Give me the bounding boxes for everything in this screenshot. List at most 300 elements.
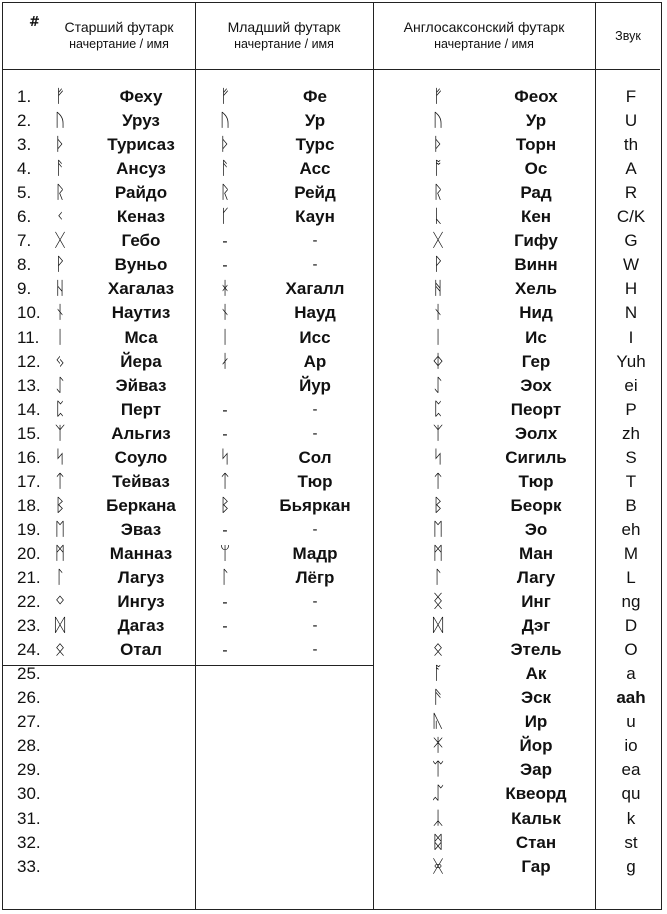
younger-rune-name: - — [312, 424, 318, 442]
row-number: 31. — [17, 808, 41, 828]
anglo-rune-glyph: ᚩ — [432, 158, 444, 180]
younger-rune-name: - — [312, 520, 318, 538]
table-row — [3, 470, 663, 494]
elder-rune-glyph: ᛞ — [54, 615, 66, 637]
elder-rune-glyph: ᚾ — [54, 302, 66, 324]
elder-rune-name: Беркана — [106, 495, 176, 515]
elder-rune-name: Ингуз — [117, 592, 165, 612]
younger-rune-name: Тюр — [297, 471, 333, 491]
elder-rune-name: Эйваз — [115, 375, 167, 395]
anglo-rune-glyph: ᛢ — [432, 783, 444, 805]
anglo-rune-glyph: ᛇ — [432, 374, 444, 396]
row-number: 7. — [17, 231, 32, 251]
elder-rune-name: Кеназ — [116, 207, 166, 227]
younger-rune-name: Фе — [303, 87, 327, 106]
elder-rune-name: Турисаз — [107, 135, 175, 155]
sound-value: th — [623, 135, 639, 155]
anglo-rune-glyph: ᚷ — [432, 230, 444, 252]
sound-value: P — [625, 399, 637, 419]
younger-rune-name: Ар — [303, 351, 327, 371]
row-number: 17. — [17, 471, 41, 491]
elder-rune-name: Феху — [119, 87, 163, 106]
row-number: 14. — [17, 399, 41, 419]
younger-rune-glyph: - — [222, 256, 228, 275]
anglo-rune-name: Кальк — [511, 808, 561, 828]
younger-rune-name: Каун — [295, 207, 335, 227]
anglo-rune-glyph: ᛏ — [432, 470, 444, 492]
sound-value: Yuh — [616, 351, 646, 371]
elder-rune-name — [91, 855, 191, 879]
younger-rune-name: Рейд — [294, 183, 336, 203]
younger-rune-name: - — [312, 617, 318, 635]
table-row — [3, 229, 663, 253]
younger-rune-name — [265, 662, 365, 686]
elder-rune-glyph — [45, 710, 75, 734]
younger-rune-glyph: ᚱ — [219, 182, 231, 204]
elder-rune-glyph: ᛃ — [54, 350, 66, 372]
elder-rune-glyph: ᚠ — [54, 86, 66, 107]
anglo-rune-glyph: ᚹ — [432, 254, 444, 276]
younger-rune-name: Асс — [299, 159, 331, 179]
anglo-rune-name: Ир — [524, 712, 548, 732]
sound-value: a — [626, 664, 636, 684]
younger-rune-glyph: ᚦ — [219, 134, 231, 156]
younger-rune-name — [265, 782, 365, 806]
table-row — [3, 133, 663, 157]
anglo-rune-glyph: ᛋ — [432, 446, 444, 468]
table-row — [3, 205, 663, 229]
sound-value: H — [624, 279, 638, 299]
elder-rune-name: Эваз — [120, 519, 162, 539]
anglo-rune-name: Хель — [514, 279, 558, 299]
anglo-rune-name: Сигиль — [505, 447, 567, 467]
elder-rune-glyph — [45, 686, 75, 710]
row-number: 16. — [17, 447, 41, 467]
table-row — [3, 374, 663, 398]
anglo-rune-name: Гар — [521, 856, 551, 876]
anglo-rune-glyph: ᚸ — [432, 855, 444, 877]
table-row — [3, 831, 663, 855]
row-number: 15. — [17, 423, 41, 443]
anglo-rune-name: Гер — [521, 351, 551, 371]
elder-rune-glyph: ᚦ — [54, 134, 66, 156]
elder-rune-name: Перт — [120, 399, 162, 419]
elder-rune-name: Соуло — [114, 447, 168, 467]
anglo-rune-glyph: ᛣ — [432, 807, 444, 829]
anglo-rune-glyph: ᛉ — [432, 422, 444, 444]
anglo-rune-name: Инг — [521, 592, 551, 612]
sound-value: A — [625, 159, 637, 179]
row-number: 22. — [17, 592, 41, 612]
sound-value: aah — [616, 688, 646, 708]
elder-rune-name: Гебо — [121, 231, 161, 251]
younger-rune-glyph: ᛋ — [219, 446, 231, 468]
anglo-rune-name: Ман — [518, 543, 554, 563]
row-number: 2. — [17, 111, 32, 131]
elder-rune-glyph: ᛟ — [54, 639, 66, 661]
younger-rune-glyph — [210, 758, 240, 782]
anglo-rune-glyph: ᛁ — [432, 326, 444, 348]
elder-rune-glyph — [45, 734, 75, 758]
younger-rune-glyph: ᛘ — [219, 542, 231, 564]
anglo-rune-name: Пеорт — [510, 399, 562, 419]
elder-rune-name: Мса — [124, 327, 158, 347]
table-row — [3, 398, 663, 422]
elder-rune-name — [91, 807, 191, 831]
elder-rune-name — [91, 782, 191, 806]
elder-rune-glyph: ᛚ — [54, 567, 66, 588]
anglo-rune-name: Гифу — [514, 231, 558, 251]
sound-value: M — [623, 543, 639, 563]
elder-rune-name: Лагуз — [117, 568, 165, 587]
row-number: 25. — [17, 664, 41, 684]
younger-rune-glyph: ᚨ — [219, 158, 231, 180]
younger-futhark-subtitle: начертание / имя — [234, 37, 334, 51]
younger-rune-name: Бьяркан — [279, 495, 351, 515]
younger-rune-glyph — [210, 734, 240, 758]
younger-rune-glyph: - — [222, 641, 228, 660]
row-number: 10. — [17, 303, 41, 323]
row-number: 13. — [17, 375, 41, 395]
row-number: 9. — [17, 279, 32, 299]
younger-rune-glyph: ᚴ — [219, 206, 231, 228]
anglo-rune-glyph: ᛥ — [432, 831, 444, 853]
anglo-rune-name: Эо — [524, 519, 548, 539]
anglo-saxon-futhorc-subtitle: начертание / имя — [434, 37, 534, 51]
younger-rune-glyph: ᚢ — [219, 110, 231, 132]
younger-rune-glyph: ᛁ — [219, 326, 231, 348]
sound-value: N — [624, 303, 638, 323]
row-number: 29. — [17, 760, 41, 780]
anglo-rune-name: Ос — [524, 159, 548, 179]
elder-rune-glyph — [45, 782, 75, 806]
row-number: 6. — [17, 207, 32, 227]
row-number: 8. — [17, 255, 32, 275]
row-number: 27. — [17, 712, 41, 732]
table-row — [3, 590, 663, 614]
anglo-rune-glyph: ᚻ — [432, 278, 444, 300]
row-number: 4. — [17, 159, 32, 179]
sound-value: eh — [621, 519, 641, 539]
elder-rune-glyph — [45, 758, 75, 782]
younger-rune-name: Лёгр — [295, 568, 335, 587]
row-number: 26. — [17, 688, 41, 708]
sound-value: C/K — [616, 207, 646, 227]
anglo-rune-name: Эск — [520, 688, 552, 708]
anglo-rune-glyph: ᛖ — [432, 518, 444, 540]
anglo-rune-glyph: ᛠ — [432, 759, 444, 781]
younger-rune-name — [265, 831, 365, 855]
table-row — [3, 566, 663, 590]
elder-rune-glyph: ᚲ — [54, 206, 66, 228]
sound-value: u — [626, 712, 636, 732]
elder-rune-glyph: ᛗ — [54, 542, 66, 564]
younger-rune-glyph: ᛒ — [219, 494, 231, 516]
elder-rune-name — [91, 831, 191, 855]
elder-futhark-subtitle: начертание / имя — [69, 37, 169, 51]
number-header: # — [29, 15, 40, 30]
anglo-rune-name: Стан — [515, 832, 557, 852]
younger-rune-name: Ур — [304, 111, 326, 131]
elder-rune-glyph — [45, 831, 75, 855]
anglo-rune-glyph: ᛡ — [432, 735, 444, 757]
elder-rune-glyph — [45, 807, 75, 831]
anglo-rune-glyph: ᚾ — [432, 302, 444, 324]
younger-rune-name: Турс — [295, 135, 335, 155]
table-row — [3, 807, 663, 831]
younger-rune-glyph — [210, 374, 240, 398]
younger-rune-glyph: - — [222, 232, 228, 251]
elder-rune-name: Вуньо — [114, 255, 168, 275]
header-divider — [3, 69, 660, 70]
younger-rune-glyph — [210, 782, 240, 806]
elder-rune-name: Ансуз — [116, 159, 166, 179]
row-number: 5. — [17, 183, 32, 203]
elder-rune-glyph: ᚺ — [54, 278, 66, 300]
younger-rune-glyph — [210, 831, 240, 855]
elder-rune-glyph: ᛇ — [54, 374, 66, 396]
younger-futhark-header — [195, 3, 373, 69]
younger-rune-name — [265, 734, 365, 758]
anglo-rune-name: Ис — [525, 327, 547, 347]
anglo-rune-name: Нид — [519, 303, 553, 323]
younger-rune-glyph: ᚼ — [219, 278, 231, 300]
anglo-saxon-futhorc-title: Англосаксонский футарк — [403, 19, 565, 35]
younger-rune-name: - — [312, 641, 318, 659]
younger-rune-glyph: - — [222, 593, 228, 612]
elder-futhark-header — [43, 3, 195, 69]
elder-rune-name: Дагаз — [117, 616, 165, 636]
row-number: 18. — [17, 495, 41, 515]
anglo-rune-glyph: ᚫ — [432, 687, 444, 709]
younger-rune-name — [265, 855, 365, 879]
anglo-rune-name: Лагу — [516, 568, 556, 587]
anglo-rune-name: Эар — [520, 760, 552, 780]
table-row — [3, 446, 663, 470]
elder-rune-name: Райдо — [114, 183, 168, 203]
sound-value: W — [622, 255, 640, 275]
anglo-rune-glyph: ᚣ — [432, 711, 444, 733]
elder-rune-glyph: ᚷ — [54, 230, 66, 252]
younger-rune-name: - — [312, 400, 318, 418]
elder-rune-glyph: ᛁ — [54, 326, 66, 348]
row-number: 11. — [17, 327, 40, 347]
younger-rune-glyph: ᛏ — [219, 470, 231, 492]
elder-rune-glyph: ᛏ — [54, 470, 66, 492]
sound-value: D — [624, 616, 638, 636]
anglo-rune-name: Этель — [510, 640, 562, 660]
elder-rune-glyph: ᛒ — [54, 494, 66, 516]
anglo-rune-name: Винн — [514, 255, 558, 275]
sound-value: k — [626, 808, 636, 828]
elder-rune-name — [91, 734, 191, 758]
anglo-rune-glyph: ᛗ — [432, 542, 444, 564]
table-row — [3, 350, 663, 374]
anglo-rune-glyph: ᛈ — [432, 398, 444, 420]
anglo-rune-name: Ак — [525, 664, 547, 684]
younger-rune-name — [265, 710, 365, 734]
table-row — [3, 518, 663, 542]
row-number: 1. — [17, 87, 32, 106]
younger-rune-glyph: - — [222, 400, 228, 419]
table-row — [3, 85, 663, 109]
elder-rune-glyph: ᛜ — [54, 591, 66, 613]
anglo-rune-name: Квеорд — [505, 784, 567, 804]
elder-rune-glyph: ᚹ — [54, 254, 66, 276]
sound-value: qu — [621, 784, 641, 804]
elder-rune-glyph: ᚱ — [54, 182, 66, 204]
anglo-rune-glyph: ᚠ — [432, 86, 444, 107]
elder-rune-name: Тейваз — [112, 471, 170, 491]
elder-rune-name: Йера — [120, 351, 162, 371]
younger-futhark-title: Младший футарк — [227, 19, 341, 35]
sound-value: io — [624, 736, 638, 756]
row-number: 20. — [17, 543, 41, 563]
sound-value: T — [625, 471, 637, 491]
elder-rune-name: Альгиз — [111, 423, 171, 443]
younger-rune-name: Сол — [298, 447, 332, 467]
anglo-rune-name: Феох — [514, 87, 558, 106]
younger-rune-glyph: - — [222, 424, 228, 443]
younger-rune-glyph — [210, 662, 240, 686]
row-number: 32. — [17, 832, 41, 852]
younger-rune-glyph — [210, 855, 240, 879]
table-row — [3, 157, 663, 181]
anglo-rune-glyph: ᛚ — [432, 567, 444, 588]
sound-value: ea — [621, 760, 641, 780]
anglo-rune-name: Торн — [515, 135, 557, 155]
table-row — [3, 710, 663, 734]
table-row — [3, 301, 663, 325]
younger-rune-name: - — [312, 256, 318, 274]
row-number: 21. — [17, 568, 41, 587]
younger-rune-glyph: - — [222, 617, 228, 636]
younger-rune-glyph: ᛚ — [219, 567, 231, 588]
sound-value: G — [624, 231, 638, 251]
elder-rune-glyph: ᚨ — [54, 158, 66, 180]
table-row — [3, 758, 663, 782]
row-number: 33. — [17, 856, 41, 876]
sound-value: O — [624, 640, 638, 660]
sound-value: g — [626, 856, 636, 876]
table-row — [3, 638, 663, 662]
row-number: 19. — [17, 519, 41, 539]
anglo-rune-name: Эох — [520, 375, 552, 395]
elder-rune-name — [91, 710, 191, 734]
sound-header — [595, 3, 661, 69]
anglo-rune-name: Йор — [519, 736, 553, 756]
sound-value: I — [628, 327, 634, 347]
sound-value: zh — [622, 423, 640, 443]
younger-rune-name: Науд — [294, 303, 336, 323]
younger-rune-glyph: ᚾ — [219, 302, 231, 324]
younger-rune-glyph — [210, 686, 240, 710]
table-row — [3, 614, 663, 638]
younger-rune-name: Исс — [299, 327, 331, 347]
elder-rune-name: Хагалаз — [107, 279, 175, 299]
anglo-rune-glyph: ᚱ — [432, 182, 444, 204]
elder-futhark-title: Старший футарк — [64, 19, 174, 35]
table-row — [3, 855, 663, 879]
elder-rune-glyph: ᛋ — [54, 446, 66, 468]
elder-rune-glyph: ᛉ — [54, 422, 66, 444]
table-row — [3, 277, 663, 301]
table-row — [3, 422, 663, 446]
table-row — [3, 734, 663, 758]
anglo-rune-name: Беорк — [510, 495, 562, 515]
younger-rune-name — [265, 807, 365, 831]
anglo-rune-glyph: ᛄ — [432, 350, 444, 372]
anglo-rune-name: Рад — [520, 183, 552, 203]
row-number: 28. — [17, 736, 41, 756]
younger-rune-name: Мадр — [292, 543, 338, 563]
anglo-rune-name: Дэг — [521, 616, 551, 636]
sound-value: ng — [621, 592, 641, 612]
row-number: 24. — [17, 640, 41, 660]
elder-rune-glyph: ᚢ — [54, 110, 66, 132]
elder-rune-name: Отал — [120, 640, 162, 660]
anglo-rune-name: Кен — [520, 207, 552, 227]
elder-rune-name — [91, 686, 191, 710]
sound-value: ei — [624, 375, 638, 395]
anglo-rune-glyph: ᚪ — [432, 663, 444, 685]
younger-rune-glyph: ᚠ — [219, 86, 231, 107]
elder-rune-name: Манназ — [109, 543, 173, 563]
futhark-table — [2, 2, 662, 910]
sound-title: Звук — [615, 28, 641, 43]
elder-rune-glyph — [45, 662, 75, 686]
sound-value: F — [625, 87, 637, 106]
sound-value: U — [624, 111, 638, 131]
table-row — [3, 494, 663, 518]
younger-rune-name — [265, 686, 365, 710]
anglo-saxon-futhorc-header — [373, 3, 595, 69]
elder-rune-name — [91, 758, 191, 782]
elder-rune-glyph: ᛖ — [54, 518, 66, 540]
table-row — [3, 782, 663, 806]
anglo-rune-glyph: ᚢ — [432, 110, 444, 132]
sound-value: R — [624, 183, 638, 203]
younger-rune-name — [265, 758, 365, 782]
table-row — [3, 686, 663, 710]
anglo-rune-name: Тюр — [518, 471, 554, 491]
younger-rune-name: Хагалл — [285, 279, 345, 299]
anglo-rune-glyph: ᛟ — [432, 639, 444, 661]
sound-value: B — [625, 495, 637, 515]
table-row — [3, 662, 663, 686]
younger-rune-name: Йур — [299, 375, 331, 395]
younger-rune-name: - — [312, 232, 318, 250]
table-row — [3, 542, 663, 566]
sound-value: S — [625, 447, 637, 467]
elder-rune-name: Уруз — [122, 111, 160, 131]
younger-rune-glyph: - — [222, 520, 228, 539]
elder-rune-name — [91, 662, 191, 686]
table-row — [3, 109, 663, 133]
anglo-rune-glyph: ᚳ — [432, 206, 444, 228]
row-number: 30. — [17, 784, 41, 804]
younger-rune-glyph: ᛅ — [219, 350, 231, 372]
sound-value: L — [626, 568, 636, 587]
row-number: 12. — [17, 351, 41, 371]
elder-rune-glyph: ᛈ — [54, 398, 66, 420]
younger-rune-glyph — [210, 710, 240, 734]
anglo-rune-glyph: ᛞ — [432, 615, 444, 637]
younger-rune-name: - — [312, 593, 318, 611]
anglo-rune-name: Эолх — [514, 423, 558, 443]
sound-value: st — [624, 832, 638, 852]
row-number: 23. — [17, 616, 41, 636]
